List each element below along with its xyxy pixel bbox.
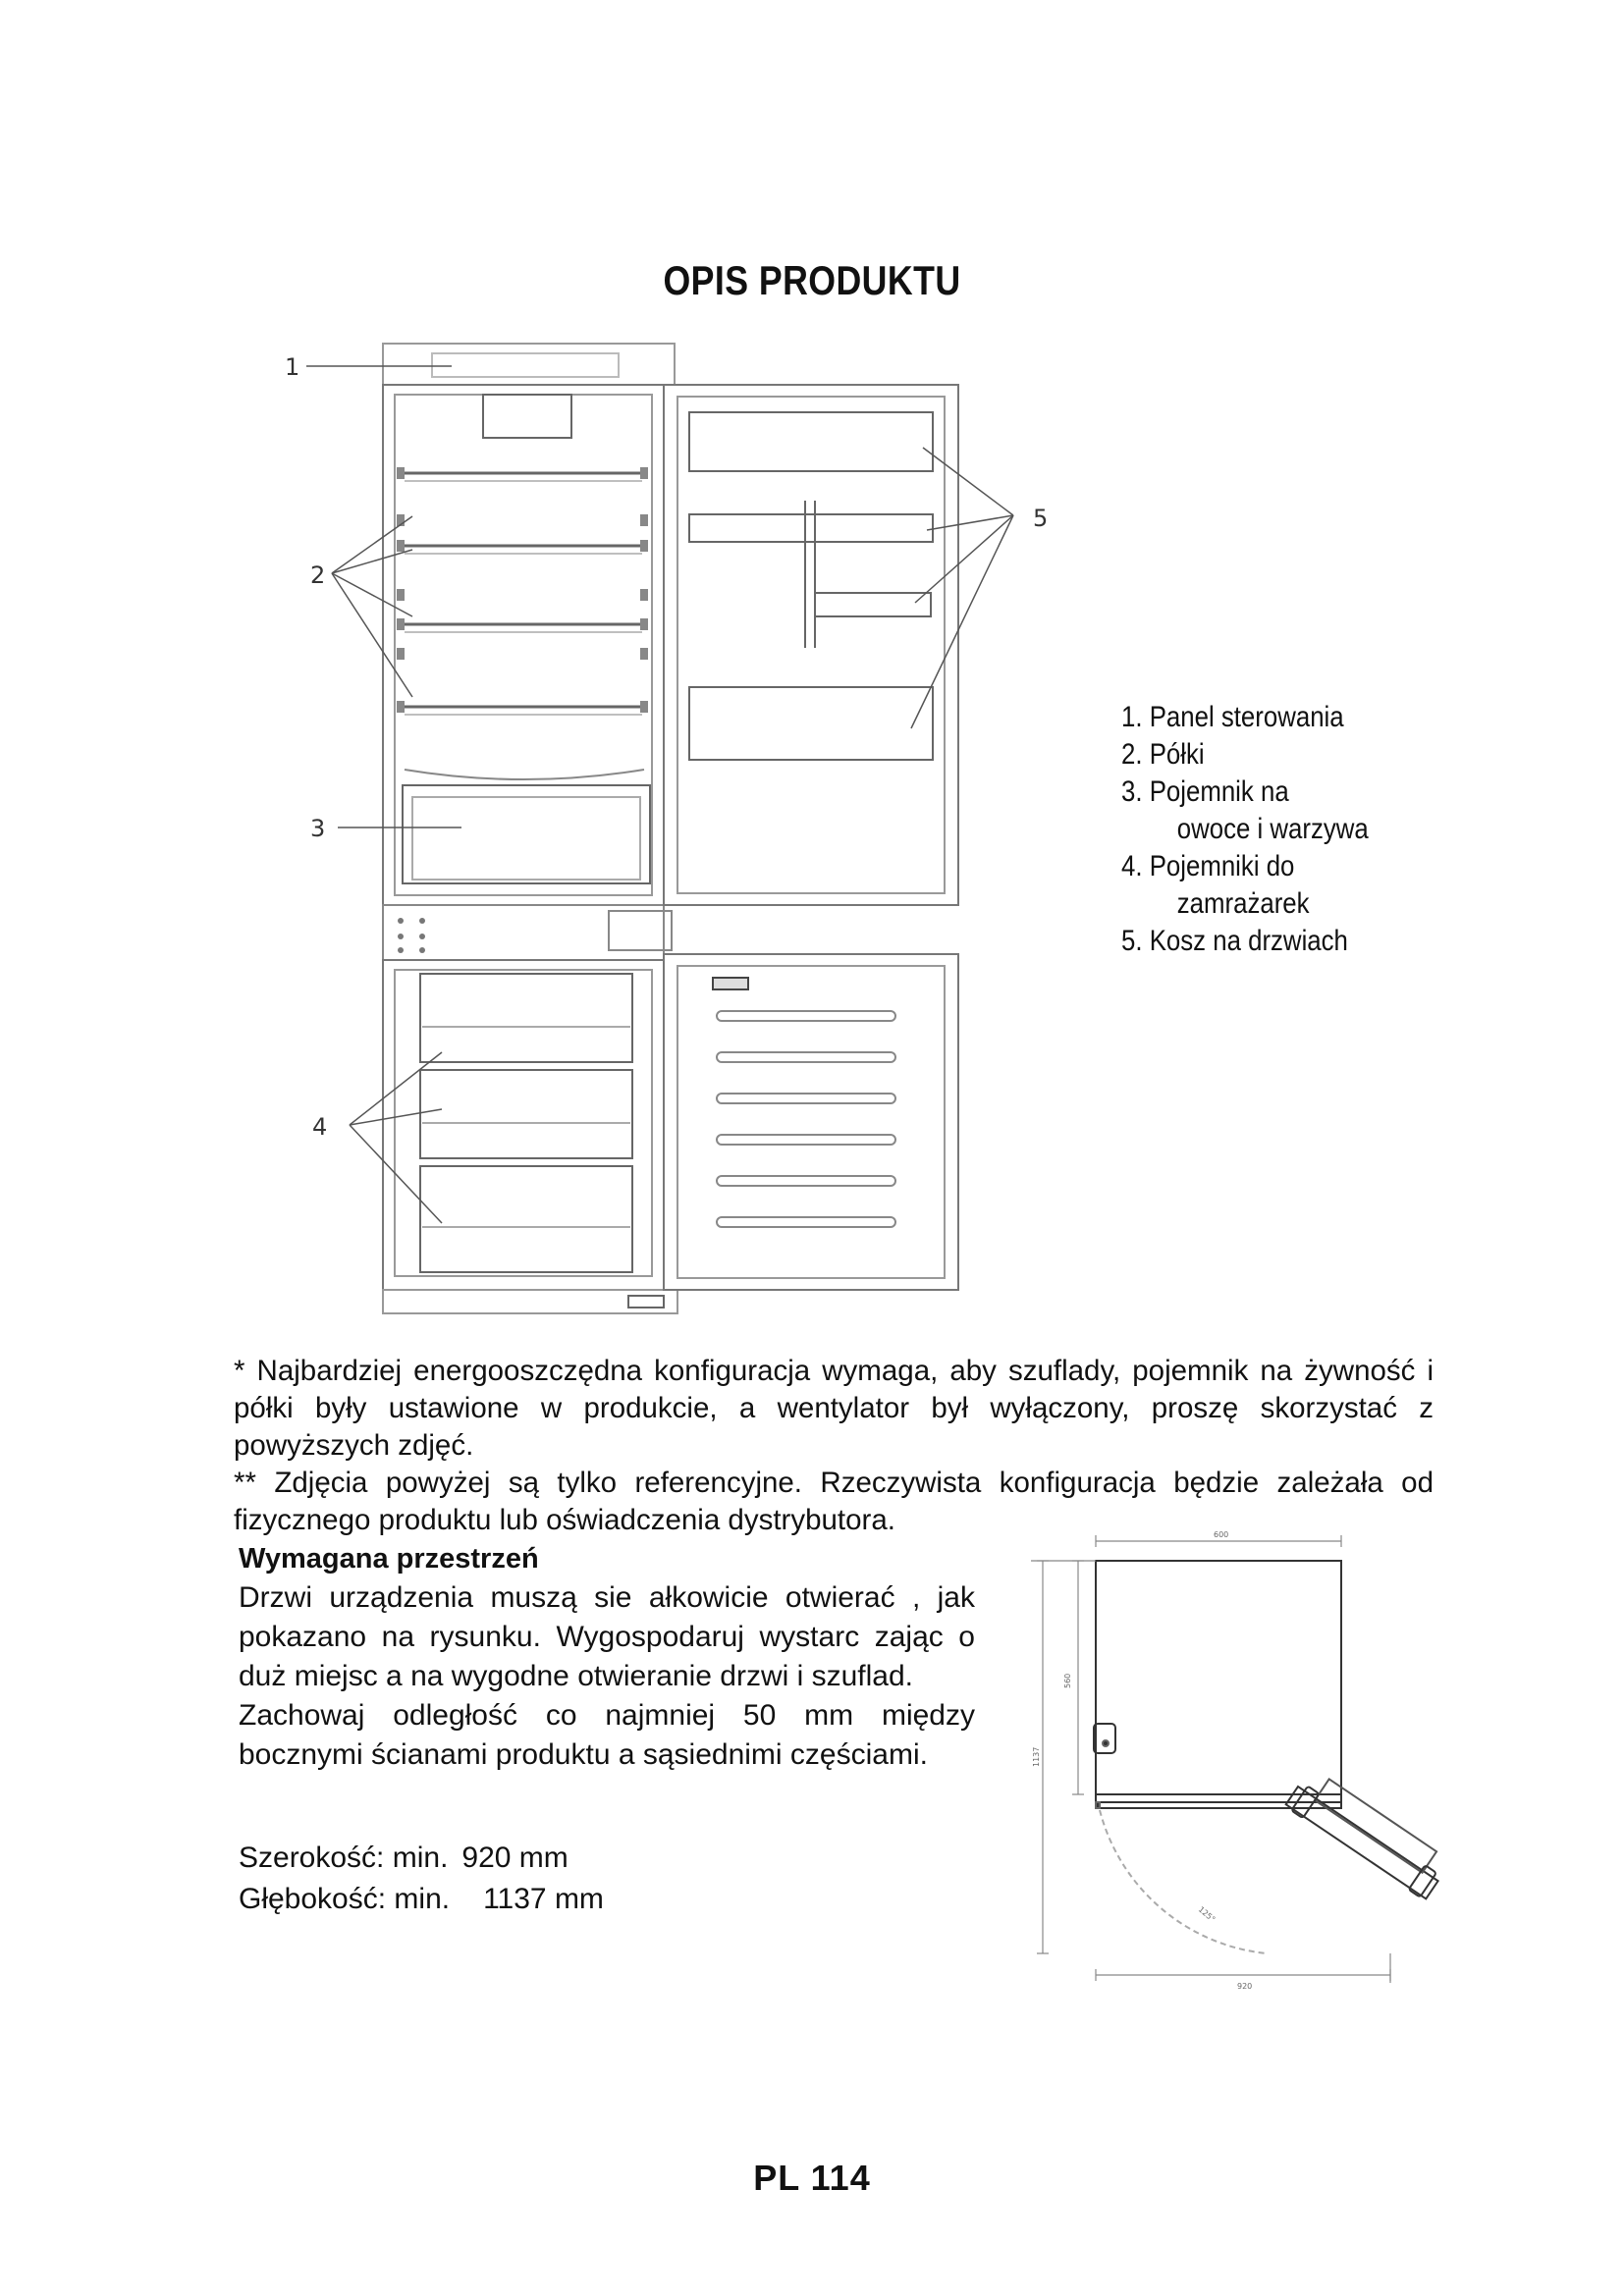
legend-item: 1. Panel sterowania xyxy=(1121,701,1344,733)
svg-text:560: 560 xyxy=(1063,1673,1072,1688)
paragraph-2: Zachowaj odległość co najmniej 50 mm między bocznymi ścianami produktu a sąsiednimi częściami. xyxy=(239,1699,975,1771)
notes xyxy=(234,1353,1434,1539)
callout-4: 4 xyxy=(312,1113,328,1141)
legend-item: 3. Pojemnik na owoce i warzywa xyxy=(1121,775,1369,845)
svg-text:125°: 125° xyxy=(1196,1904,1218,1924)
callout-3: 3 xyxy=(310,815,326,842)
legend-item: 2. Półki xyxy=(1121,738,1205,771)
depth-row: Głębokość: min. 1137 mm xyxy=(239,1883,604,1915)
svg-text:1137: 1137 xyxy=(1032,1746,1041,1767)
dimensions xyxy=(239,1838,604,1920)
page-title: OPIS PRODUKTU xyxy=(663,257,961,303)
note-1: * Najbardziej energooszczędna konfiguracja wymaga, aby szuflady, pojemnik na żywność i półki były ustawione w produkcie, a wentylator był wyłączony, proszę skorzystać z powyższych zdjęć. xyxy=(234,1355,1434,1462)
note-2: ** Zdjęcia powyżej są tylko referencyjne. Rzeczywista konfiguracja będzie zależała od fizycznego produktu lub oświadczenia dystrybutora. xyxy=(234,1467,1434,1536)
legend-item: 5. Kosz na drzwiach xyxy=(1121,925,1348,957)
required-space-section xyxy=(239,1539,975,1775)
page-number: PL 114 xyxy=(753,2158,871,2198)
width-row: Szerokość: min. 920 mm xyxy=(239,1842,568,1874)
callout-2: 2 xyxy=(310,561,326,589)
callout-5: 5 xyxy=(1033,505,1049,532)
svg-text:600: 600 xyxy=(1214,1530,1229,1539)
paragraph-1: Drzwi urządzenia muszą sie ałkowicie otwierać , jak pokazano na rysunku. Wygospodaruj wystarc zając o duż miejsc a na wygodne otwieranie drzwi i szuflad. xyxy=(239,1581,975,1692)
svg-text:920: 920 xyxy=(1237,1982,1253,1991)
callout-1: 1 xyxy=(285,353,300,381)
door-clearance-diagram xyxy=(1021,1522,1434,1993)
section-heading: Wymagana przestrzeń xyxy=(239,1543,539,1575)
legend xyxy=(1121,699,1369,960)
legend-item: 4. Pojemniki do zamrażarek xyxy=(1121,850,1310,920)
